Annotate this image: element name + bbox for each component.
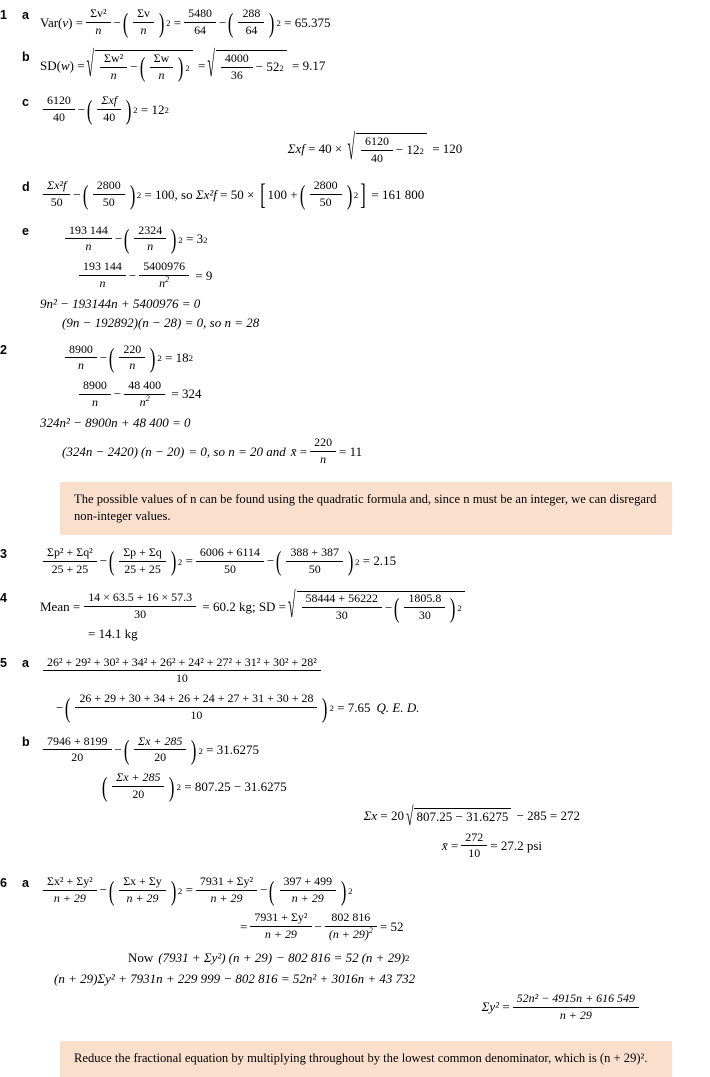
fraction [310,179,342,209]
equation-tail: = 0, so n = 20 and [188,443,286,459]
expression-3: − 802 816 = 52 [276,949,359,965]
value: 100 [155,186,175,202]
left-paren: ( [65,692,71,723]
numerator: 802 816 [325,911,377,927]
fraction [325,911,377,941]
spacer [0,222,22,224]
fraction [310,436,336,466]
denominator: 40 [370,150,383,165]
question-3-body [40,545,710,579]
fraction [79,379,111,409]
denominator: 20 [154,750,167,765]
numerator: Σx²f [43,179,70,195]
fraction [43,179,70,209]
numerator: 220 [310,436,336,452]
equation-line: $\frac{\text{Σp² + Σq²}}{25 + 25}$ − ( $\frac{\Sigma p + \Sigma q}{25 + 25}$ ) 2 = $\frac{6006 + 6114}{50}$ − ( $\frac{388 + 387}{50}$ ) 2 = 2.15 [40,547,710,577]
left-paren: ( [109,343,115,374]
equation-line: (324n − 2420) (n − 20) = 0, so n = 20 and x̄ = $\frac{220}{n}$ = 11 [62,435,363,467]
left-paren: ( [269,875,275,906]
fraction [65,224,112,254]
note-text: Reduce the fractional equation by multiplying throughout by the lowest common denominator, which is (n + 29)². [74,1050,648,1065]
equation-line: SD( w ) = √ $\frac{\text{Σw²}}{n}$ − ( $\frac{\Sigma w}{n}$ ) 2 = √ $\frac{4000}{36}$ − 52 2 = 9.17 [40,50,710,82]
equation-line: Σxf = 40 × √ $\frac{6120}{40}$ − 12 2 = 120 [40,133,710,165]
left-paren: ( [101,771,108,802]
question-number: 2 [0,343,7,358]
left-bracket: [ [259,177,266,211]
denominator: n [158,67,165,82]
right-paren: ) [171,224,177,255]
numerator: 52n² − 4915n + 616 549 [513,992,639,1008]
value: 3 [196,231,204,247]
square-root [86,46,193,86]
equation-text: (n + 29)Σy² + 7931n + 229 999 − 802 816 = 52n² + 3016n + 43 732 [54,970,416,986]
value: 18 [175,349,189,365]
value: 807.25 − 31.6275 [416,809,509,825]
left-paren: ( [299,179,305,210]
fraction [119,343,145,373]
numerator: Σx² + Σy² [43,875,97,891]
denominator: n [91,394,98,409]
denominator: 20 [71,750,84,765]
denominator: n + 29 [291,890,324,905]
part-1c-body [40,93,710,168]
radicand: $\frac{4000}{36}$ − 52 2 [216,50,287,82]
fraction [196,546,264,576]
numerator: 5480 [184,7,216,23]
part-block-5b [0,733,710,863]
note-callout [60,1041,672,1077]
equation-line: − ( $\frac{26 + 29 + 30 + 34 + 26 + 24 + 27 + 31 + 30 + 28}{10}$ ) 2 = 7.65 Q. E. D. [56,691,420,723]
fraction [513,992,639,1022]
denominator: n [129,358,136,373]
spacer [0,178,22,180]
question-number: 5 [0,656,7,671]
radical-symbol: √ [288,586,296,626]
x-bar: x̄ [441,837,448,853]
value: 40 [318,141,332,157]
denominator: n [140,23,147,38]
spacer [0,733,22,735]
result: 807.25 − 31.6275 [194,778,287,794]
denominator: n + 29 [559,1007,592,1022]
result: 272 [560,808,580,824]
sigma-y2: Σy² [481,999,500,1015]
fraction [280,875,337,905]
result: 2.15 [373,553,397,569]
denominator: n + 29 [126,890,159,905]
sd-label: SD = [258,598,287,614]
radical-symbol: √ [405,801,414,831]
part-letter-a: a [22,656,29,671]
right-paren: ) [178,52,184,83]
fraction [238,7,264,37]
mean-label: Mean = [40,598,81,614]
denominator: 10 [190,707,203,722]
value: 50 [230,186,244,202]
numerator: Σx + 285 [112,771,164,787]
numerator: 6006 + 6114 [196,546,264,562]
numerator: Σv² [86,7,111,23]
radical-symbol: √ [347,129,356,169]
left-paren: ( [276,546,282,577]
part-letter-a: a [22,875,29,890]
numerator: Σw [150,52,174,68]
numerator: 7946 + 8199 [43,735,112,751]
denominator: $n^2$ [159,274,170,290]
equation-line: $\frac{\text{Σx² + Σy²}}{n + 29}$ − ( $\frac{\Sigma x + \Sigma y}{n + 29}$ ) 2 = $\frac{\text{7931 + Σy²}}{n + 29}$ − ( $\frac{397 + 499}{n + 29}$ ) 2 [40,876,710,906]
question-block-3 [0,545,710,579]
equation-line: $\frac{193 144}{n}$ − ( $\frac{2324}{n}$ ) 2 = 3 2 [40,224,710,254]
fraction [361,135,393,165]
equation-line: Now (7931 + Σy²) (n + 29) − 802 816 = 52 (n + 29) 2 [128,949,410,965]
part-5a-body [40,654,710,725]
equation-line [40,656,710,686]
numerator: 193 144 [79,260,126,276]
right-paren: ) [169,771,175,802]
denominator: 40 [103,110,116,125]
denominator: n + 29 [210,890,243,905]
denominator: 10 [468,846,481,861]
numerator: 2324 [134,224,166,240]
result: 120 [442,141,463,157]
factor-1: (324n − 2420) [62,443,138,459]
fraction [43,546,97,576]
note-callout [60,482,672,535]
right-paren: ) [269,7,275,38]
left-paren: ( [87,94,93,125]
right-paren: ) [322,692,328,723]
square-root [347,129,427,169]
result: 52 [390,918,404,934]
equation-line: Mean = $\frac{14 \times 63.5 + 16 \times 57.3}{30}$ = 60.2 kg ; SD = √ $\frac{58444 + 56222}{30}$ − ( $\frac{1805.8}{30}$ ) 2 [40,591,710,623]
numerator: 272 [461,831,487,847]
part-block-1e [0,222,710,333]
denominator: 20 [132,786,145,801]
fraction [461,831,487,861]
denominator: 30 [418,608,431,623]
numerator: Σv [133,7,154,23]
numerator: 397 + 499 [280,875,337,891]
right-paren: ) [191,735,197,766]
spacer [22,589,40,591]
numerator: 4000 [221,52,253,68]
numerator: 2800 [310,179,342,195]
fraction [43,735,112,765]
part-letter-c: c [22,94,29,109]
factor-2: (n − 20) [140,443,185,459]
sigma-x: Σx [363,808,378,824]
numerator: 220 [119,343,145,359]
numerator: 58444 + 56222 [302,592,382,608]
denominator: 10 [175,671,188,686]
expression-4: (n + 29) [361,949,406,965]
fraction [133,7,154,37]
left-paren: ( [82,179,88,210]
part-letter-d: d [22,179,30,194]
part-block-1c [0,93,710,168]
fraction [43,875,97,905]
result: 31.6275 [216,742,259,758]
square-root [405,801,511,831]
radical-symbol: √ [207,46,215,86]
fraction [150,52,174,82]
right-paren: ) [347,546,354,577]
fraction [404,592,445,622]
question-2-body [40,341,710,469]
right-paren: ) [346,179,352,210]
left-paren: ( [394,592,400,623]
equation-line: Σy² = $\frac{\text{52n² − 4915n + 616 549}}{n + 29}$ [40,992,710,1022]
denominator: 64 [245,23,258,38]
denominator: 40 [52,110,65,125]
spacer [22,545,40,547]
fraction [84,591,196,621]
part-letter-e: e [22,224,29,239]
right-paren: ) [170,546,177,577]
left-paren: ( [228,7,234,38]
denominator: n + 29 [264,927,297,942]
fraction [93,179,125,209]
equation-line: = $\frac{\text{7931 + Σy²}}{n + 29}$ − $\frac{802 816}{(n + 29)^2}$ = 52 [240,910,404,942]
numerator: 8900 [65,343,97,359]
numerator: 26 + 29 + 30 + 34 + 26 + 24 + 27 + 31 + 30 + 28 [75,692,317,708]
numerator: 7931 + Σy² [250,911,311,927]
question-4-body [40,586,710,644]
numerator: 193 144 [65,224,112,240]
denominator: 30 [335,608,348,623]
equation-text: 324n² − 8900n + 48 400 = 0 [40,415,191,431]
numerator: 14 × 63.5 + 16 × 57.3 [84,591,196,607]
denominator: n [95,23,102,38]
answers-page [0,6,710,1065]
radicand: $\frac{58444 + 56222}{30}$ − ( $\frac{1805.8}{30}$ ) 2 [297,591,465,623]
value: 100 [267,186,288,202]
denominator: $n^2$ [139,393,150,409]
part-block-1b [0,48,710,84]
denominator: n [77,358,84,373]
equation-line: $\frac{8900}{n}$ − ( $\frac{220}{n}$ ) 2 = 18 2 [40,343,710,373]
fraction [100,52,127,82]
denominator: 50 [223,561,236,576]
value: 20 [390,808,404,824]
equation-line: $\frac{193 144}{n}$ − $\frac{5400976}{n^2}$ = 9 [40,261,710,291]
equation-line: Σx = 20 √ 807.25 − 31.6275 − 285 = 272 [40,808,710,825]
left-paren: ( [124,224,130,255]
left-paren: ( [139,52,145,83]
numerator: Σx + Σy [119,875,166,891]
denominator: n [147,239,154,254]
equation-line: $\frac{8900}{n}$ − $\frac{48 400}{n^2}$ = 324 [40,380,710,410]
left-paren: ( [108,875,115,906]
right-bracket: ] [360,177,366,211]
question-block-2 [0,341,710,469]
part-1d-body [40,178,710,212]
right-paren: ) [125,94,132,125]
numerator: Σxf [97,94,121,110]
numerator: Σx + 285 [134,735,186,751]
fraction [112,771,164,801]
mean-value: 60.2 kg [212,598,252,614]
denominator: n + 29 [53,890,86,905]
fraction [119,875,166,905]
question-block-4 [0,586,710,644]
right-paren: ) [158,7,165,38]
numerator: 388 + 387 [286,546,343,562]
part-1b-body [40,48,710,84]
numerator: 2800 [93,179,125,195]
fraction [119,546,166,576]
question-number: 6 [0,875,7,890]
part-letter-b: b [22,50,30,65]
x-bar: x̄ [290,443,297,459]
expression-1: (7931 + Σy²) [158,949,226,965]
radical-symbol: √ [86,46,95,86]
radicand [414,808,511,825]
result: 7.65 [347,699,371,715]
right-paren: ) [150,343,156,374]
sigma-x2f: Σx²f [195,186,217,202]
equation-text: 9n² − 193144n + 5400976 = 0 [40,296,201,312]
numerator: 5400976 [139,260,189,276]
equation-line: = 14.1 kg [88,626,138,642]
equation-line [40,416,710,431]
denominator: 64 [194,23,207,38]
numerator: 26² + 29² + 30² + 34² + 26² + 24² + 27² + 31² + 30² + 28² [43,656,321,672]
result: 9.17 [302,58,326,74]
denominator: 50 [319,194,332,209]
numerator: 7931 + Σy² [196,875,257,891]
denominator: $(n + 29)^2$ [328,926,373,942]
value: 52 [266,59,280,75]
part-1a-body [40,6,710,40]
sd-label: SD( [40,58,61,74]
part-6a-body [40,874,710,1025]
equation-line [40,316,710,331]
numerator: 8900 [79,379,111,395]
value: 12 [151,101,165,117]
denominator: n [85,239,92,254]
numerator: 48 400 [124,379,165,395]
denominator: 30 [134,607,147,622]
question-block-1 [0,6,710,40]
denominator: 50 [102,194,115,209]
spacer [0,48,22,50]
numerator: 1805.8 [404,592,445,608]
square-root [207,46,286,86]
fraction [43,94,75,124]
question-number: 4 [0,590,7,605]
equation-line [40,297,710,312]
result: 11 [349,443,363,459]
radicand: $\frac{\text{Σw²}}{n}$ − ( $\frac{\Sigma w}{n}$ ) 2 [95,50,193,82]
denominator: 25 + 25 [124,561,161,576]
sigma-xf: Σxf [287,141,305,157]
numerator: Σp + Σq [119,546,166,562]
denominator: n [320,452,327,467]
result: 65.375 [294,14,331,30]
result: 324 [181,386,202,402]
sd-result: 14.1 kg [98,626,138,642]
denominator: 50 [308,561,321,576]
fraction [79,260,126,290]
denominator: n [110,67,117,82]
denominator: n [99,275,106,290]
left-paren: ( [122,7,129,38]
denominator: 25 + 25 [51,561,89,576]
numerator: Σp² + Σq² [43,546,97,562]
part-5b-body [40,733,710,863]
question-block-6 [0,874,710,1025]
right-paren: ) [170,875,177,906]
qed-label: Q. E. D. [376,699,420,715]
equation-line: $\frac{7946 + 8199}{20}$ − ( $\frac{\Sigma x + 285}{20}$ ) 2 = 31.6275 [40,735,710,765]
equation-line: $\frac{6120}{40}$ − ( $\frac{\text{Σxf}}{40}$ ) 2 = 12 2 [40,95,710,125]
right-paren: ) [129,179,135,210]
numerator: 6120 [43,94,75,110]
equation-line [40,972,710,987]
numerator: 6120 [361,135,393,151]
fraction [250,911,311,941]
square-root [288,586,465,626]
question-block-5 [0,654,710,725]
left-paren: ( [123,735,130,766]
spacer [0,93,22,95]
equation-line: ( $\frac{\Sigma x + 285}{20}$ ) 2 = 807.25 − 31.6275 [101,770,287,802]
fraction [302,592,382,622]
part-letter-a: a [22,8,29,22]
variable-v: v [62,14,69,30]
equation-line: $\frac{\text{Σx²f}}{50}$ − ( $\frac{2800}{50}$ ) 2 = 100 , so Σx²f = 50 × [ 100 + ( $\frac{2800}{50}$ ) 2 ] = 161 800 [40,180,710,210]
equation-text: (9n − 192892)(n − 28) = 0, so n = 28 [62,315,260,331]
numerator: Σw² [100,52,127,68]
result: 161 800 [381,186,425,202]
equation-line: x̄ = $\frac{272}{10}$ = 27.2 psi [441,829,542,861]
denominator: 36 [230,67,243,82]
var-label: Var( [40,14,63,30]
result: 27.2 psi [500,837,542,853]
radicand: $\frac{6120}{40}$ − 12 2 [356,133,427,165]
fraction [139,260,189,290]
left-paren: ( [108,546,115,577]
fraction [134,735,186,765]
question-number: 1 [0,8,7,22]
right-paren: ) [340,875,347,906]
spacer [22,341,40,343]
fraction [221,52,253,82]
fraction [124,379,165,409]
equation-line: Var( v ) = $\frac{\text{Σv²}}{n}$ − ( $\frac{\Sigma v}{n}$ ) 2 = $\frac{5480}{64}$ − ( $\frac{288}{64}$ ) 2 = 65.375 [40,6,331,38]
fraction [43,656,321,686]
fraction [75,692,317,722]
variable-w: w [60,58,70,74]
part-letter-b: b [22,735,30,750]
question-number: 3 [0,546,7,561]
value: 12 [406,142,420,158]
part-1e-body [40,222,710,333]
fraction [97,94,121,124]
numerator: 288 [238,7,264,23]
denominator: 50 [50,194,63,209]
note-text: The possible values of n can be found using the quadratic formula and, since n must be an integer, we can disregard non-integer values. [74,491,657,523]
expression-2: (n + 29) [228,949,273,965]
result: 9 [205,267,213,283]
right-paren: ) [450,592,456,623]
now-label: Now [128,949,154,965]
fraction [65,343,97,373]
fraction [196,875,257,905]
fraction [134,224,166,254]
